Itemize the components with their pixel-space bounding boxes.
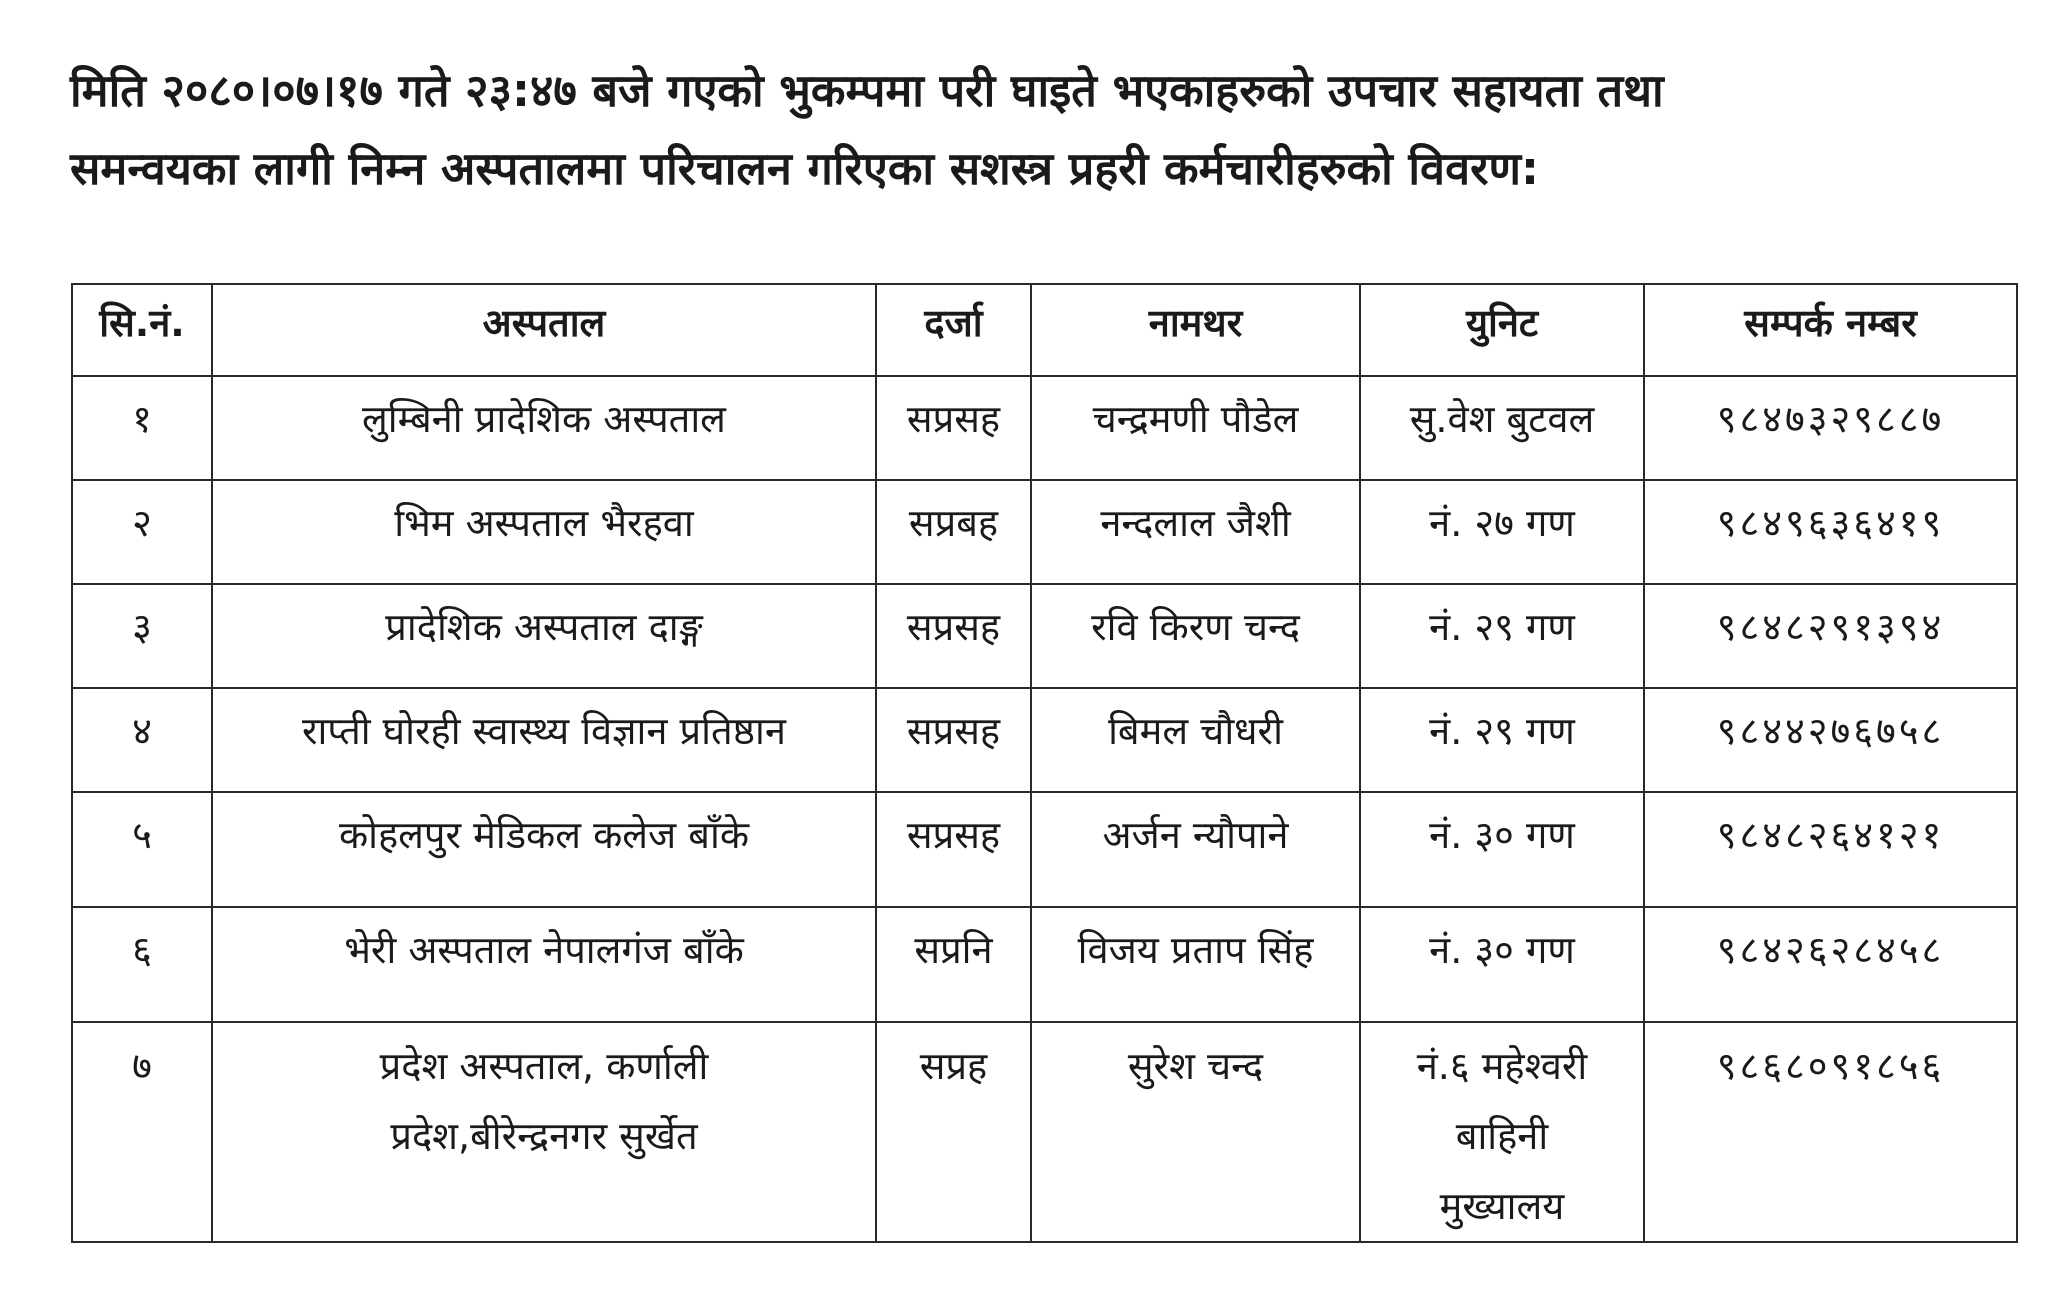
hospital-line: प्रदेश,बीरेन्द्रनगर सुर्खेत (390, 1114, 698, 1158)
cell-unit: नं. ३० गण (1360, 907, 1644, 1022)
intro-line-1: मिति २०८०।०७।१७ गते २३:४७ बजे गएको भुकम्पमा परी घाइते भएकाहरुको उपचार सहायता तथा (70, 64, 1664, 117)
cell-rank: सप्रबह (876, 480, 1031, 584)
cell-contact: ९८४७३२९८८७ (1644, 376, 2017, 480)
table-row (72, 1022, 2017, 1242)
cell-name: अर्जन न्यौपाने (1031, 792, 1360, 907)
cell-contact: ९८४८२६४१२१ (1644, 792, 2017, 907)
cell-serial-no: ७ (72, 1022, 212, 1242)
cell-hospital: कोहलपुर मेडिकल कलेज बाँके (212, 792, 876, 907)
cell-name: बिमल चौधरी (1031, 688, 1360, 792)
header-name: नामथर (1031, 284, 1360, 376)
personnel-table (71, 283, 2018, 1243)
cell-contact: ९८६८०९१८५६ (1644, 1022, 2017, 1242)
document-intro (70, 52, 2020, 208)
table-row (72, 907, 2017, 1022)
cell-unit: नं. ३० गण (1360, 792, 1644, 907)
table-row (72, 688, 2017, 792)
header-unit: युनिट (1360, 284, 1644, 376)
cell-contact: ९८४९६३६४१९ (1644, 480, 2017, 584)
cell-name: सुरेश चन्द (1031, 1022, 1360, 1242)
cell-rank: सप्रनि (876, 907, 1031, 1022)
cell-serial-no: १ (72, 376, 212, 480)
cell-hospital: राप्ती घोरही स्वास्थ्य विज्ञान प्रतिष्ठान (212, 688, 876, 792)
cell-contact: ९८४२६२८४५८ (1644, 907, 2017, 1022)
cell-serial-no: ५ (72, 792, 212, 907)
cell-unit: नं. २९ गण (1360, 688, 1644, 792)
cell-serial-no: २ (72, 480, 212, 584)
cell-contact: ९८४८२९१३९४ (1644, 584, 2017, 688)
cell-serial-no: ६ (72, 907, 212, 1022)
cell-hospital: भिम अस्पताल भैरहवा (212, 480, 876, 584)
table-row (72, 376, 2017, 480)
cell-hospital: लुम्बिनी प्रादेशिक अस्पताल (212, 376, 876, 480)
cell-serial-no: ३ (72, 584, 212, 688)
header-serial-no: सि.नं. (72, 284, 212, 376)
cell-name: विजय प्रताप सिंह (1031, 907, 1360, 1022)
table-row (72, 480, 2017, 584)
cell-rank: सप्रसह (876, 376, 1031, 480)
cell-hospital: प्रादेशिक अस्पताल दाङ्ग (212, 584, 876, 688)
unit-line: नं.६ महेश्वरी (1416, 1044, 1588, 1088)
cell-rank: सप्रसह (876, 792, 1031, 907)
table-row (72, 792, 2017, 907)
cell-hospital: भेरी अस्पताल नेपालगंज बाँके (212, 907, 876, 1022)
cell-serial-no: ४ (72, 688, 212, 792)
cell-rank: सप्रह (876, 1022, 1031, 1242)
cell-unit: नं. २९ गण (1360, 584, 1644, 688)
table-header-row (72, 284, 2017, 376)
cell-unit: सु.वेश बुटवल (1360, 376, 1644, 480)
cell-unit: नं. २७ गण (1360, 480, 1644, 584)
unit-line: मुख्यालय (1439, 1184, 1565, 1228)
intro-line-2: समन्वयका लागी निम्न अस्पतालमा परिचालन गरिएका सशस्त्र प्रहरी कर्मचारीहरुको विवरण: (70, 142, 1540, 195)
hospital-line: प्रदेश अस्पताल, कर्णाली (379, 1044, 709, 1088)
cell-name: नन्दलाल जैशी (1031, 480, 1360, 584)
header-contact: सम्पर्क नम्बर (1644, 284, 2017, 376)
header-rank: दर्जा (876, 284, 1031, 376)
cell-name: रवि किरण चन्द (1031, 584, 1360, 688)
unit-line: बाहिनी (1455, 1114, 1549, 1158)
cell-unit (1360, 1022, 1644, 1242)
cell-contact: ९८४४२७६७५८ (1644, 688, 2017, 792)
header-hospital: अस्पताल (212, 284, 876, 376)
cell-rank: सप्रसह (876, 688, 1031, 792)
cell-name: चन्द्रमणी पौडेल (1031, 376, 1360, 480)
cell-rank: सप्रसह (876, 584, 1031, 688)
cell-hospital (212, 1022, 876, 1242)
table-row (72, 584, 2017, 688)
